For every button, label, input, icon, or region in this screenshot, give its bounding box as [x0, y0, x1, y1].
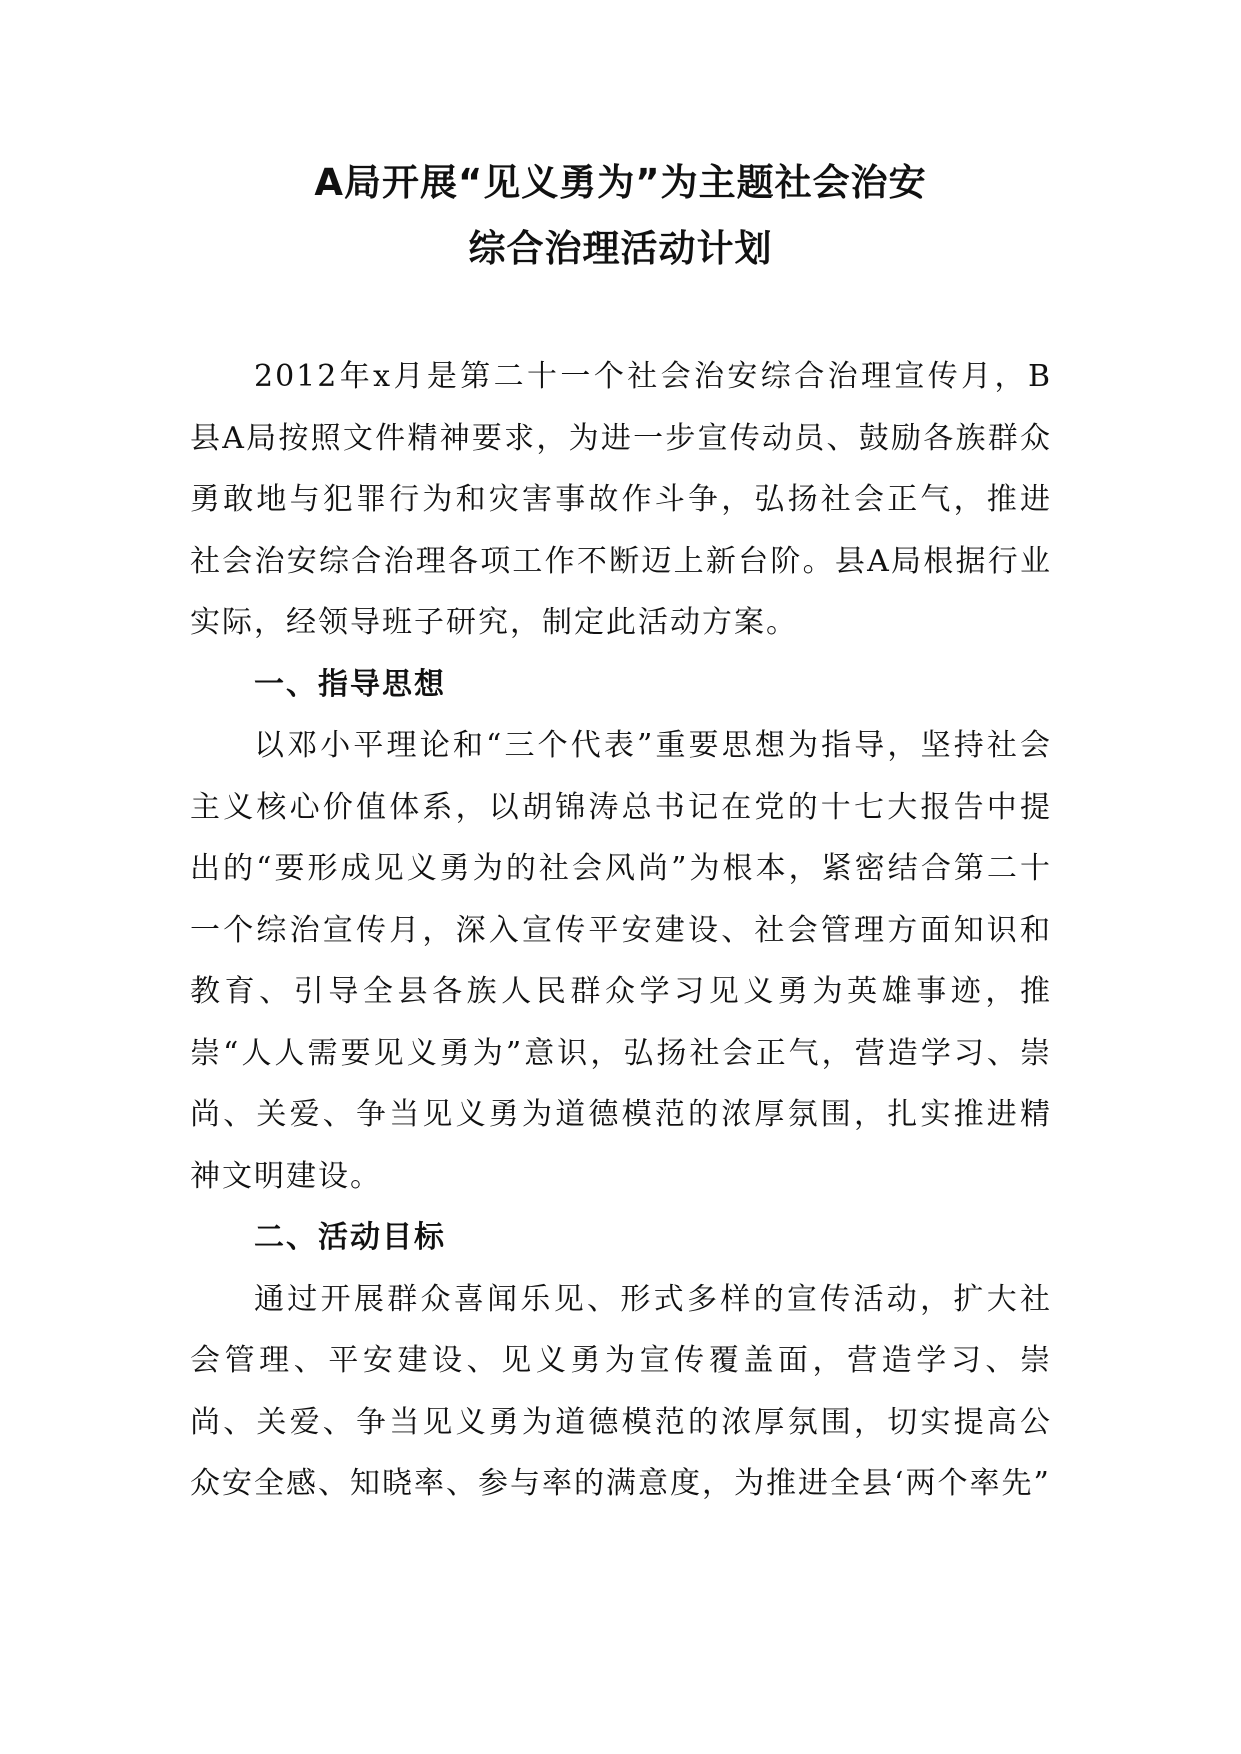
- section-body-activity-goals: 通过开展群众喜闻乐见、形式多样的宣传活动，扩大社会管理、平安建设、见义勇为宣传覆盖面，营造学习、崇尚、关爱、争当见义勇为道德模范的浓厚氛围，切实提高公众安全感、知晓率、参与率的满意度，为推进全县‘两个率先”: [190, 1281, 1052, 1501]
- section-heading-guiding-ideology: 一、指导思想: [254, 666, 446, 702]
- intro-paragraph: 2012年x月是第二十一个社会治安综合治理宣传月，B县A局按照文件精神要求，为进一步宣传动员、鼓励各族群众勇敢地与犯罪行为和灾害事故作斗争，弘扬社会正气，推进社会治安综合治理各项工作不断迈上新台阶。县A局根据行业实际，经领导班子研究，制定此活动方案。: [190, 359, 1052, 640]
- document-body: [190, 346, 1052, 1515]
- title-line-2: 综合治理活动计划: [468, 227, 773, 270]
- title-line-1: A局开展“见义勇为”为主题社会治安: [314, 161, 927, 204]
- section-body-guiding-ideology: 以邓小平理论和“三个代表”重要思想为指导，坚持社会主义核心价值体系，以胡锦涛总书记在党的十七大报告中提出的“要形成见义勇为的社会风尚”为根本，紧密结合第二十一个综治宣传月，深入宣传平安建设、社会管理方面知识和教育、引导全县各族人民群众学习见义勇为英雄事迹，推崇“人人需要见义勇为”意识，弘扬社会正气，营造学习、崇尚、关爱、争当见义勇为道德模范的浓厚氛围，扎实推进精神文明建设。: [190, 728, 1052, 1194]
- document-title: [0, 150, 1241, 282]
- section-heading-activity-goals: 二、活动目标: [254, 1220, 446, 1255]
